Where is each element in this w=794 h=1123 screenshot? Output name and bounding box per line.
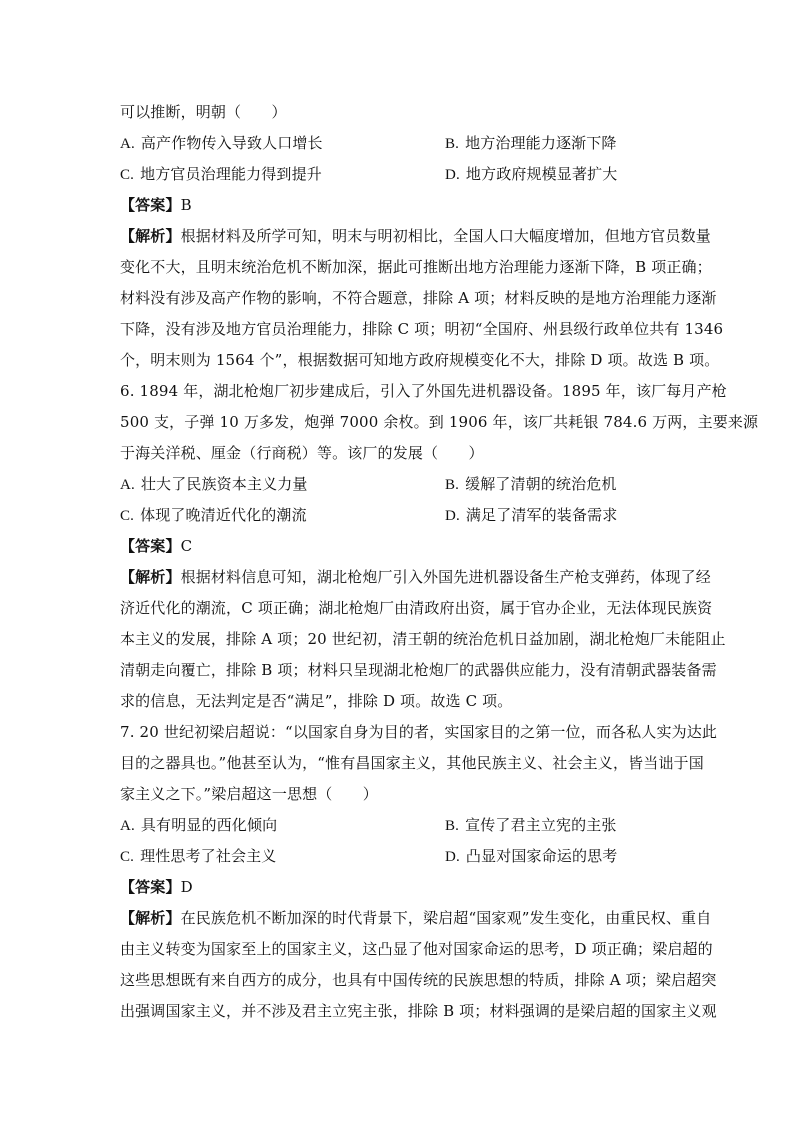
q7-stem bbox=[120, 717, 718, 810]
analysis-line: 【解析】在民族危机不断加深的时代背景下，梁启超“国家观”发生变化，由重民权、重自 bbox=[120, 909, 712, 927]
q6-option-b[interactable]: B. 缓解了清朝的统治危机 bbox=[445, 475, 617, 493]
q6-answer bbox=[120, 531, 680, 562]
q5-option-c[interactable]: C. 地方官员治理能力得到提升 bbox=[120, 165, 322, 183]
analysis-tag: 【解析】 bbox=[120, 909, 181, 927]
q6-analysis bbox=[120, 562, 726, 717]
q7-options-row-1 bbox=[120, 810, 680, 841]
page-content bbox=[120, 97, 759, 1027]
q5-option-b[interactable]: B. 地方治理能力逐渐下降 bbox=[445, 134, 617, 152]
analysis-tag: 【解析】 bbox=[120, 568, 181, 586]
analysis-line: 济近代化的潮流，C 项正确；湖北枪炮厂由清政府出资，属于官办企业，无法体现民族资 bbox=[120, 599, 713, 617]
analysis-line: 个，明末则为 1564 个”，根据数据可知地方政府规模变化不大，排除 D 项。故选 B 项。 bbox=[120, 351, 720, 369]
analysis-line: 【解析】根据材料信息可知，湖北枪炮厂引入外国先进机器设备生产枪支弹药，体现了经 bbox=[120, 568, 711, 586]
q5-option-a[interactable]: A. 高产作物传入导致人口增长 bbox=[120, 134, 323, 152]
q6-options-row-1 bbox=[120, 469, 680, 500]
q5-stem-tail: 可以推断，明朝（ ） bbox=[120, 103, 287, 121]
analysis-line: 清朝走向覆亡，排除 B 项；材料只呈现湖北枪炮厂的武器供应能力，没有清朝武器装备需 bbox=[120, 661, 717, 679]
stem-line: 家主义之下。”梁启超这一思想（ ） bbox=[120, 785, 378, 803]
stem-line: 6. 1894 年，湖北枪炮厂初步建成后，引入了外国先进机器设备。1895 年，该厂每月产枪 bbox=[120, 382, 727, 400]
answer-tag: 【答案】 bbox=[120, 196, 181, 214]
analysis-line: 【解析】根据材料及所学可知，明末与明初相比，全国人口大幅度增加，但地方官员数量 bbox=[120, 227, 711, 245]
answer-value: D bbox=[180, 878, 193, 896]
q7-option-a[interactable]: A. 具有明显的西化倾向 bbox=[120, 816, 278, 834]
q7-options-row-2 bbox=[120, 841, 680, 872]
analysis-line: 求的信息，无法判定是否“满足”，排除 D 项。故选 C 项。 bbox=[120, 692, 513, 710]
analysis-line: 由主义转变为国家至上的国家主义，这凸显了他对国家命运的思考，D 项正确；梁启超的 bbox=[120, 940, 713, 958]
q6-option-a[interactable]: A. 壮大了民族资本主义力量 bbox=[120, 475, 308, 493]
stem-line: 7. 20 世纪初梁启超说：“以国家自身为目的者，实国家目的之第一位，而各私人实为达此 bbox=[120, 723, 718, 741]
stem-line: 于海关洋税、厘金（行商税）等。该厂的发展（ ） bbox=[120, 444, 484, 462]
analysis-line: 出强调国家主义，并不涉及君主立宪主张，排除 B 项；材料强调的是梁启超的国家主义观 bbox=[120, 1002, 717, 1020]
analysis-line: 下降，没有涉及地方官员治理能力，排除 C 项；明初“全国府、州县级行政单位共有 1346 bbox=[120, 320, 724, 338]
q6-option-d[interactable]: D. 满足了清军的装备需求 bbox=[445, 506, 618, 524]
stem-line: 500 支，子弹 10 万多发，炮弹 7000 余枚。到 1906 年，该厂共耗银 784.6 万两，主要来源 bbox=[120, 413, 759, 431]
answer-value: C bbox=[180, 537, 193, 555]
q6-options-row-2 bbox=[120, 500, 680, 531]
answer-value: B bbox=[180, 196, 192, 214]
q6-stem bbox=[120, 376, 759, 469]
q5-option-d[interactable]: D. 地方政府规模显著扩大 bbox=[445, 165, 618, 183]
q5-options-row-2 bbox=[120, 159, 680, 190]
q5-analysis bbox=[120, 221, 724, 376]
q6-option-c[interactable]: C. 体现了晚清近代化的潮流 bbox=[120, 506, 307, 524]
stem-line: 目的之器具也。”他甚至认为，“惟有昌国家主义，其他民族主义、社会主义，皆当诎于国 bbox=[120, 754, 704, 772]
analysis-line: 本主义的发展，排除 A 项；20 世纪初，清王朝的统治危机日益加剧，湖北枪炮厂未能阻止 bbox=[120, 630, 726, 648]
q7-option-d[interactable]: D. 凸显对国家命运的思考 bbox=[445, 847, 618, 865]
q5-options-row-1 bbox=[120, 128, 680, 159]
q7-analysis bbox=[120, 903, 717, 1027]
analysis-tag: 【解析】 bbox=[120, 227, 181, 245]
analysis-line: 材料没有涉及高产作物的影响，不符合题意，排除 A 项；材料反映的是地方治理能力逐渐 bbox=[120, 289, 717, 307]
analysis-line: 变化不大，且明末统治危机不断加深，据此可推断出地方治理能力逐渐下降，B 项正确； bbox=[120, 258, 712, 276]
answer-tag: 【答案】 bbox=[120, 537, 181, 555]
q5-answer bbox=[120, 190, 680, 221]
q7-option-c[interactable]: C. 理性思考了社会主义 bbox=[120, 847, 277, 865]
answer-tag: 【答案】 bbox=[120, 878, 181, 896]
analysis-line: 这些思想既有来自西方的成分，也具有中国传统的民族思想的特质，排除 A 项；梁启超突 bbox=[120, 971, 717, 989]
q7-option-b[interactable]: B. 宣传了君主立宪的主张 bbox=[445, 816, 617, 834]
q7-answer bbox=[120, 872, 680, 903]
